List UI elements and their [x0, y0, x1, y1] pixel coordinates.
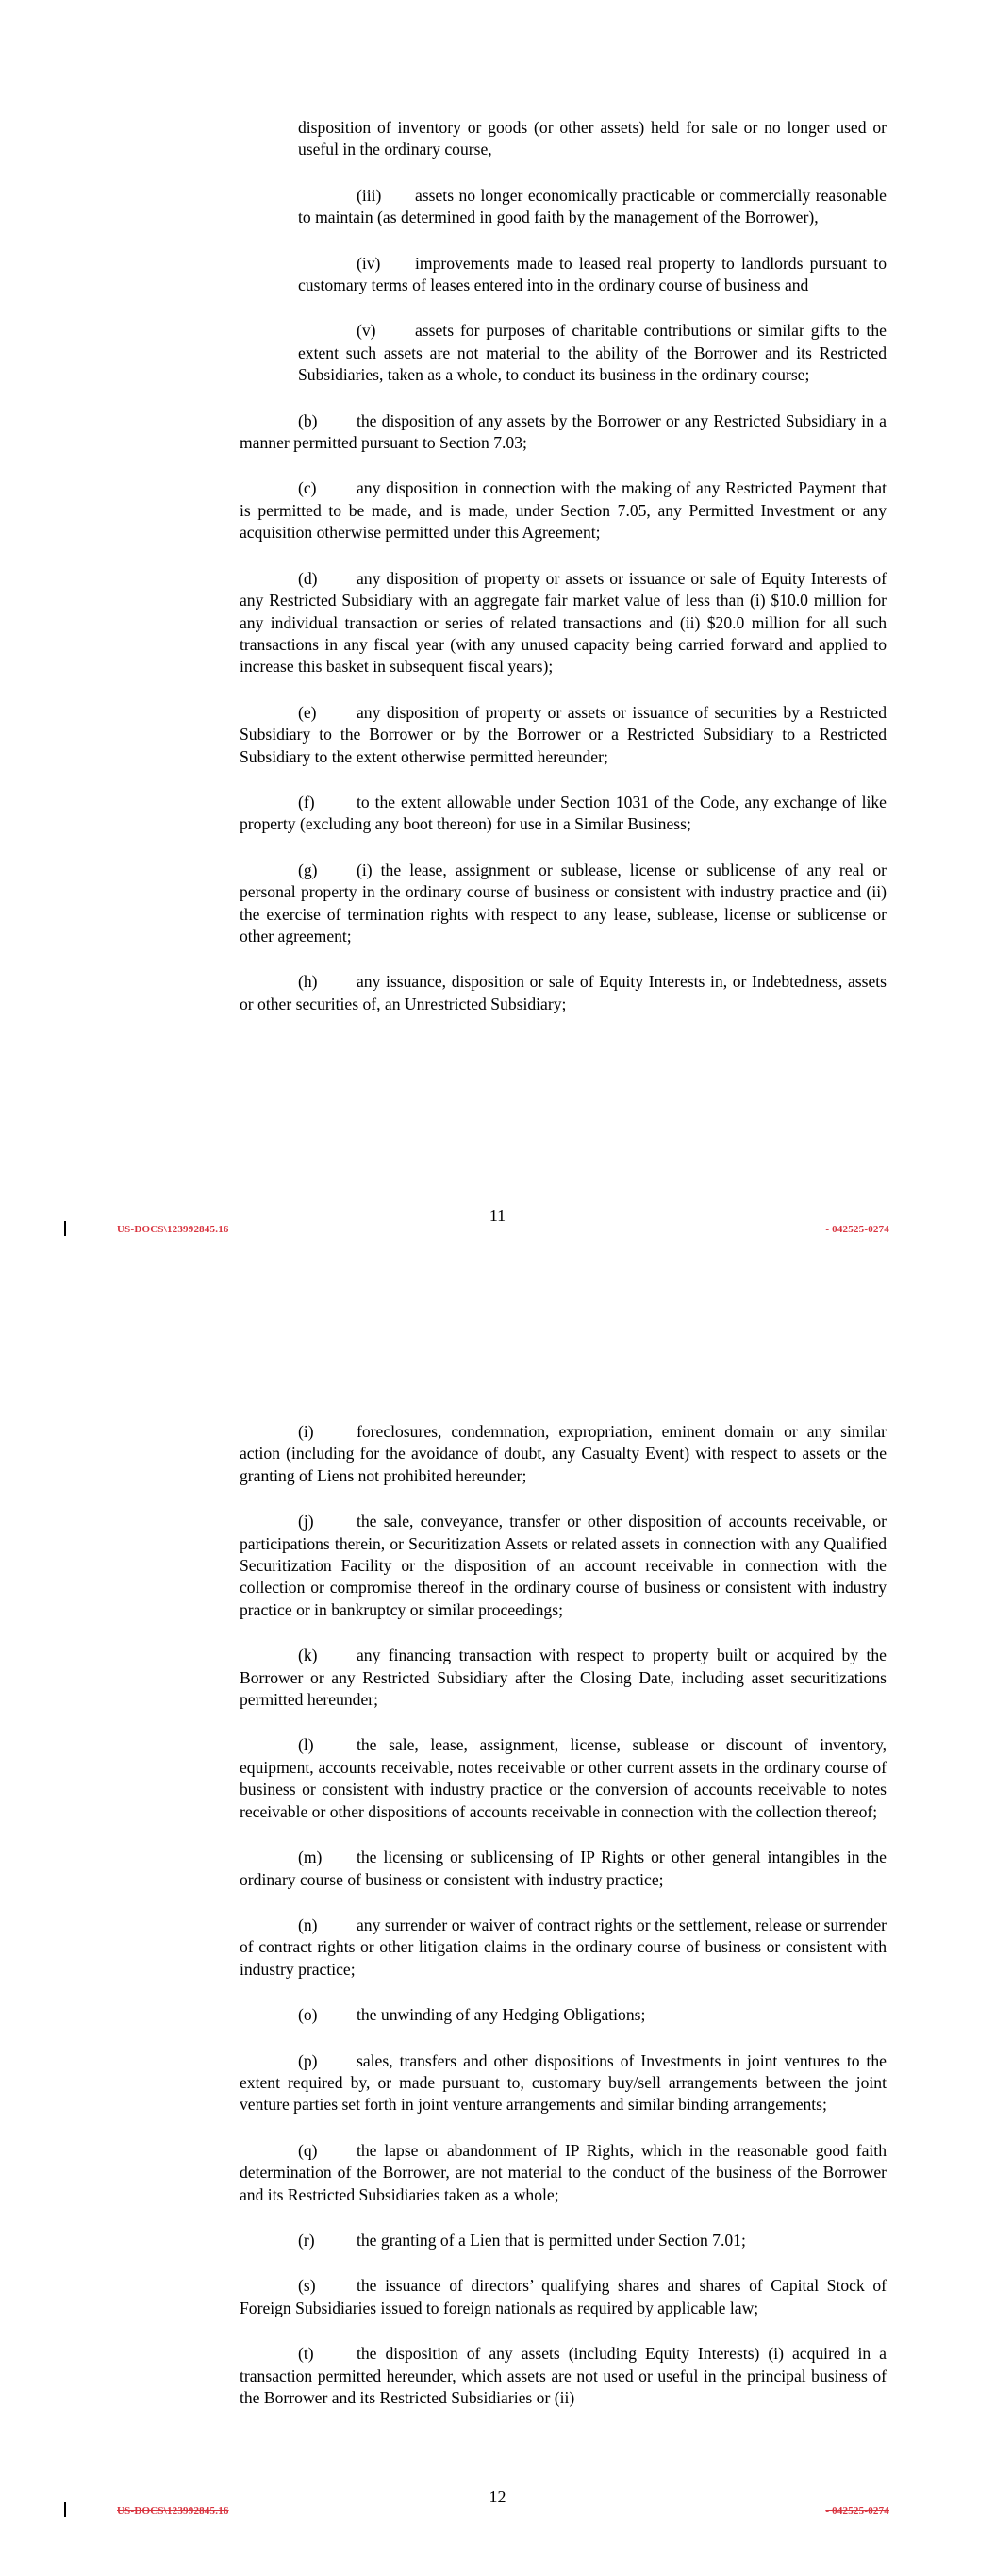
clause-o — [240, 2004, 887, 2026]
page-body — [240, 1421, 887, 2433]
clause-label: (f) — [298, 792, 315, 811]
clause-v — [240, 320, 887, 386]
clause-s — [240, 2275, 887, 2319]
clause-text: the issuance of directors’ qualifying shares and shares of Capital Stock of Foreign Subsidiaries issued to foreign nationals as required by applicable law; — [240, 2276, 887, 2317]
clause-text: any disposition of property or assets or issuance or sale of Equity Interests of any Restricted Subsidiary with an aggregate fair market value of less than (i) $10.0 million for any individual transaction or series of related transactions and (ii) $20.0 million for all such transactions in any fiscal year (with any unused capacity being carried forward and applied to increase this basket in subsequent fiscal years); — [240, 568, 887, 677]
clause-text: assets for purposes of charitable contributions or similar gifts to the extent such assets are not material to the ability of the Borrower and its Restricted Subsidiaries, taken as a whole, to conduct its business in the ordinary course; — [298, 321, 887, 385]
clause-d — [240, 568, 887, 678]
clause-label: (l) — [298, 1735, 314, 1755]
clause-b — [240, 410, 887, 455]
clause-t — [240, 2343, 887, 2409]
page-number: 12 — [489, 2487, 506, 2506]
clause-g — [240, 860, 887, 948]
clause-text: the granting of a Lien that is permitted under Section 7.01; — [357, 2230, 746, 2250]
clause-label: (k) — [298, 1646, 318, 1665]
page-number: 11 — [489, 1206, 506, 1225]
clause-label: (m) — [298, 1848, 323, 1867]
clause-text: the sale, lease, assignment, license, sublease or discount of inventory, equipment, accounts receivable, notes receivable or other current assets in the ordinary course of business or consistent with industry practice or the conversion of accounts receivable to notes receivable or other dispositions of accounts receivable in connection with the collection thereof; — [240, 1735, 887, 1821]
clause-p — [240, 2050, 887, 2116]
continued-paragraph — [240, 117, 887, 161]
clause-label: (g) — [298, 860, 318, 879]
clause-label: (n) — [298, 1915, 318, 1934]
clause-e — [240, 702, 887, 768]
document-page-12 — [0, 1415, 995, 2576]
clause-text: (i) the lease, assignment or sublease, license or sublicense of any real or personal property in the ordinary course of business or consistent with industry practice and (ii) the exercise of termination rights with respect to any lease, sublease, license or sublicense or other agreement; — [240, 860, 887, 945]
clause-label: (h) — [298, 972, 318, 992]
clause-text: any issuance, disposition or sale of Equity Interests in, or Indebtedness, assets or other securities of, an Unrestricted Subsidiary; — [240, 972, 887, 1013]
clause-n — [240, 1915, 887, 1981]
clause-text: foreclosures, condemnation, expropriation, eminent domain or any similar action (including for the avoidance of doubt, any Casualty Event) with respect to assets or the granting of Liens not prohibited hereunder; — [240, 1422, 887, 1485]
clause-label: (o) — [298, 2005, 318, 2025]
page-body — [240, 117, 887, 1039]
clause-label: (c) — [298, 478, 317, 498]
clause-label: (q) — [298, 2140, 318, 2160]
clause-label: (j) — [298, 1512, 314, 1531]
clause-label: (p) — [298, 2050, 318, 2070]
clause-label: (t) — [298, 2344, 314, 2364]
clause-l — [240, 1734, 887, 1823]
clause-label: (r) — [298, 2230, 315, 2250]
clause-label: (i) — [298, 1422, 314, 1441]
clause-text: any disposition of property or assets or issuance of securities by a Restricted Subsidiary to the Borrower or by the Borrower or a Restricted Subsidiary to a Restricted Subsidiary to the extent otherwise permitted hereunder; — [240, 702, 887, 766]
doc-id-left: US-DOCS\123992845.16 — [117, 1224, 229, 1235]
clause-iii — [240, 185, 887, 229]
clause-m — [240, 1847, 887, 1891]
clause-label: (iv) — [357, 253, 381, 273]
clause-text: any disposition in connection with the making of any Restricted Payment that is permitted to be made, and is made, under Section 7.05, any Permitted Investment or any acquisition otherwise permitted under this Agreement; — [240, 478, 887, 543]
clause-text: sales, transfers and other dispositions of Investments in joint ventures to the extent required by, or made pursuant to, customary buy/sell arrangements between the joint venture parties set forth in joint venture arrangements and similar binding arrangements; — [240, 2050, 887, 2115]
change-bar — [64, 2502, 66, 2517]
clause-label: (e) — [298, 702, 317, 722]
clause-text: any surrender or waiver of contract rights or the settlement, release or surrender of contract rights or other litigation claims in the ordinary course of business or consistent with industry practice; — [240, 1915, 887, 1979]
clause-text: the unwinding of any Hedging Obligations; — [357, 2005, 646, 2025]
clause-label: (v) — [357, 321, 376, 341]
clause-q — [240, 2140, 887, 2206]
clause-h — [240, 971, 887, 1015]
clause-r — [240, 2230, 887, 2251]
clause-text: improvements made to leased real property to landlords pursuant to customary terms of leases entered into in the ordinary course of business and — [298, 253, 887, 295]
doc-id-left: US-DOCS\123992845.16 — [117, 2505, 229, 2517]
clause-i — [240, 1421, 887, 1487]
clause-label: (iii) — [357, 185, 382, 205]
doc-id-right: - 042525-0274 — [825, 2505, 889, 2517]
document-page-11 — [0, 0, 995, 1283]
clause-text: the sale, conveyance, transfer or other disposition of accounts receivable, or participations therein, or Securitization Assets or related assets in connection with any Qualified Securitization Facility or the disposition of an account receivable in connection with the collection or compromise thereof in the ordinary course of business or consistent with industry practice or in bankruptcy or similar proceedings; — [240, 1512, 887, 1619]
clause-text: to the extent allowable under Section 1031 of the Code, any exchange of like property (excluding any boot thereon) for use in a Similar Business; — [240, 792, 887, 834]
clause-text: any financing transaction with respect to property built or acquired by the Borrower or any Restricted Subsidiary after the Closing Date, including asset securitizations permitted hereunder; — [240, 1646, 887, 1710]
clause-text: the lapse or abandonment of IP Rights, which in the reasonable good faith determination of the Borrower, are not material to the conduct of the business of the Borrower and its Restricted Subsidiaries taken as a whole; — [240, 2140, 887, 2204]
doc-id-right: - 042525-0274 — [825, 1224, 889, 1235]
clause-label: (d) — [298, 568, 318, 588]
clause-c — [240, 477, 887, 544]
clause-text: the licensing or sublicensing of IP Rights or other general intangibles in the ordinary course of business or consistent with industry practice; — [240, 1848, 887, 1889]
clause-f — [240, 792, 887, 836]
clause-label: (b) — [298, 410, 318, 430]
clause-label: (s) — [298, 2276, 316, 2296]
paragraph-text: disposition of inventory or goods (or other assets) held for sale or no longer used or useful in the ordinary course, — [298, 118, 887, 159]
change-bar — [64, 1221, 66, 1236]
clause-k — [240, 1645, 887, 1711]
clause-j — [240, 1511, 887, 1621]
clause-text: assets no longer economically practicable or commercially reasonable to maintain (as determined in good faith by the management of the Borrower), — [298, 185, 887, 227]
clause-text: the disposition of any assets by the Borrower or any Restricted Subsidiary in a manner permitted pursuant to Section 7.03; — [240, 410, 887, 453]
clause-iv — [240, 253, 887, 297]
clause-text: the disposition of any assets (including Equity Interests) (i) acquired in a transaction permitted hereunder, which assets are not used or useful in the principal business of the Borrower and its Restricted Subsidiaries or (ii) — [240, 2344, 887, 2407]
